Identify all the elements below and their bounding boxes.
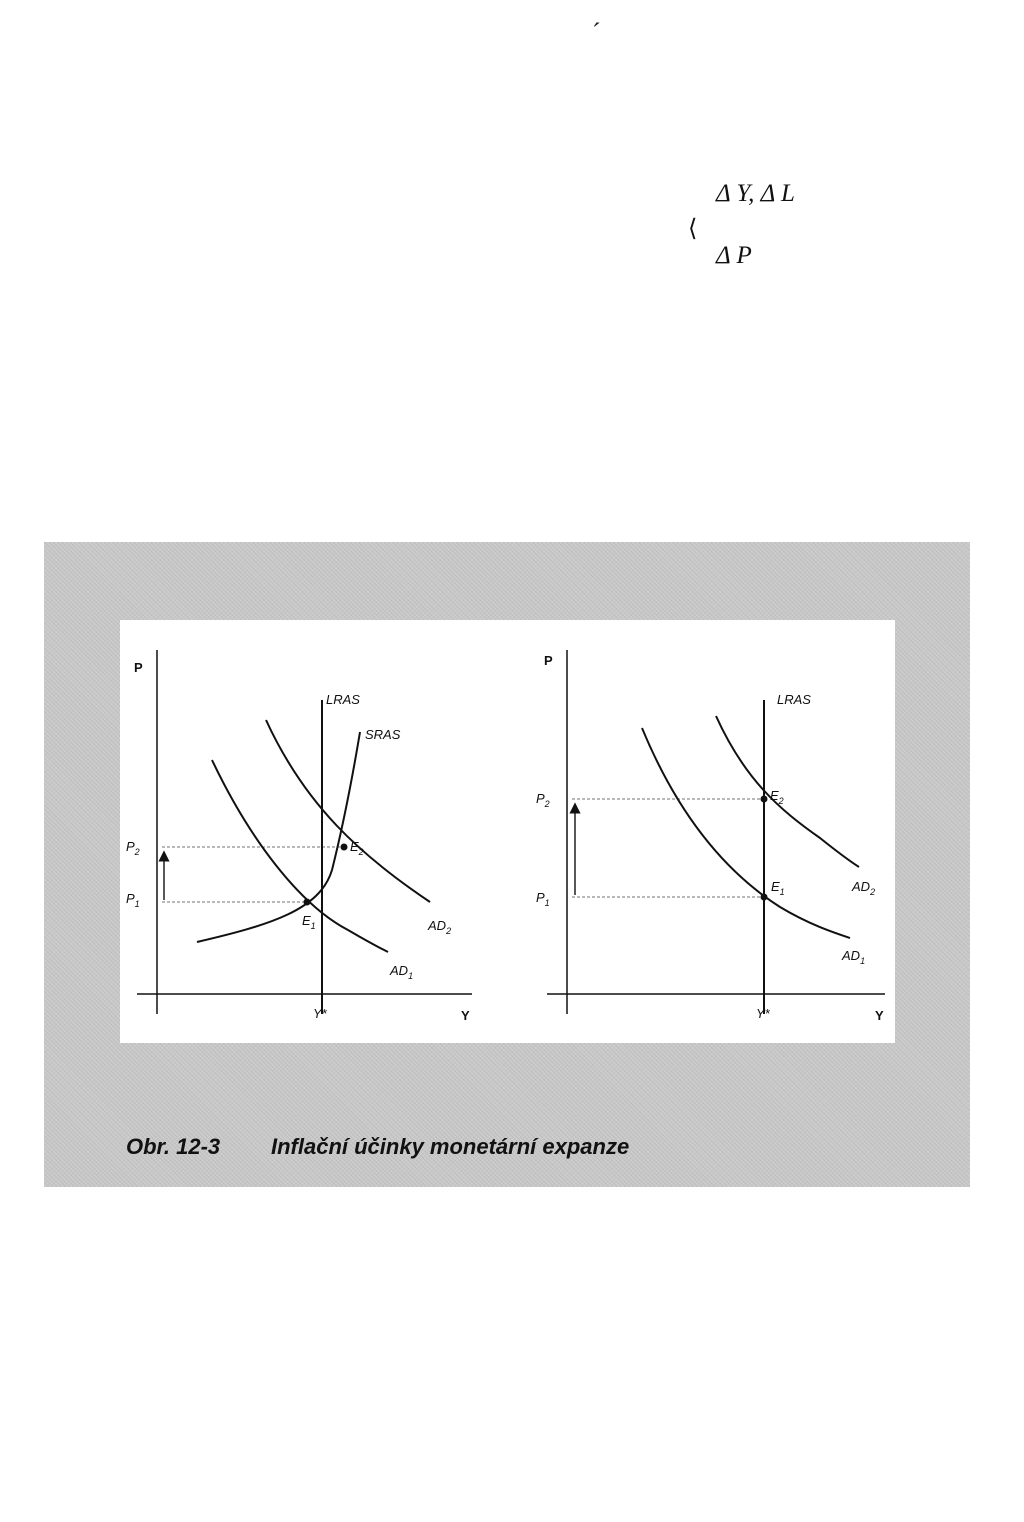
right-e2-point — [761, 796, 768, 803]
figure-caption — [126, 1134, 629, 1160]
right-p2-label: $P_2$ — [536, 791, 550, 809]
right-y-star-label: Y* — [756, 1006, 770, 1021]
formula-delta-p: Δ P — [716, 242, 752, 269]
right-graph — [536, 650, 885, 1023]
left-e2-label: $E_2$ — [350, 839, 364, 857]
left-sras-label: SRAS — [365, 727, 401, 742]
left-ad2-label: $AD_2$ — [428, 918, 452, 936]
left-p2-label: $P_2$ — [126, 839, 140, 857]
graphs-panel — [120, 620, 895, 1043]
right-y-axis-label: P — [544, 653, 553, 668]
left-p1-label: $P_1$ — [126, 891, 140, 909]
left-lras-label: LRAS — [326, 692, 360, 707]
left-e2-point — [341, 844, 348, 851]
right-lras-label: LRAS — [777, 692, 811, 707]
stray-accent-mark: ´ — [592, 18, 601, 47]
right-x-axis-label: Y — [875, 1008, 884, 1023]
left-e1-label: $E_1$ — [302, 913, 316, 931]
figure-box — [44, 542, 970, 1187]
right-ad1-label: $AD_1$ — [842, 948, 866, 966]
left-y-star-label: Y* — [313, 1006, 327, 1021]
left-x-axis-label: Y — [461, 1008, 470, 1023]
right-e2-label: $E_2$ — [770, 788, 784, 806]
left-ad2-curve — [266, 720, 430, 902]
right-e1-label: $E_1$ — [771, 879, 785, 897]
left-ad1-label: $AD_1$ — [390, 963, 414, 981]
caption-title: Inflační účinky monetární expanze — [271, 1134, 630, 1159]
right-ad1-curve — [642, 728, 850, 938]
right-e1-point — [761, 894, 768, 901]
caption-number: Obr. 12-3 — [126, 1134, 221, 1159]
right-ad2-label: $AD_2$ — [852, 879, 876, 897]
formula-bracket: ⟨ — [688, 216, 698, 242]
formula-delta-y-l: Δ Y, Δ L — [716, 180, 795, 207]
right-ad2-curve — [716, 716, 859, 867]
right-p1-label: $P_1$ — [536, 890, 550, 908]
left-e1-point — [304, 899, 311, 906]
graphs-svg — [120, 620, 895, 1043]
left-y-axis-label: P — [134, 660, 143, 675]
left-sras-curve — [197, 732, 360, 942]
left-graph — [126, 650, 472, 1023]
